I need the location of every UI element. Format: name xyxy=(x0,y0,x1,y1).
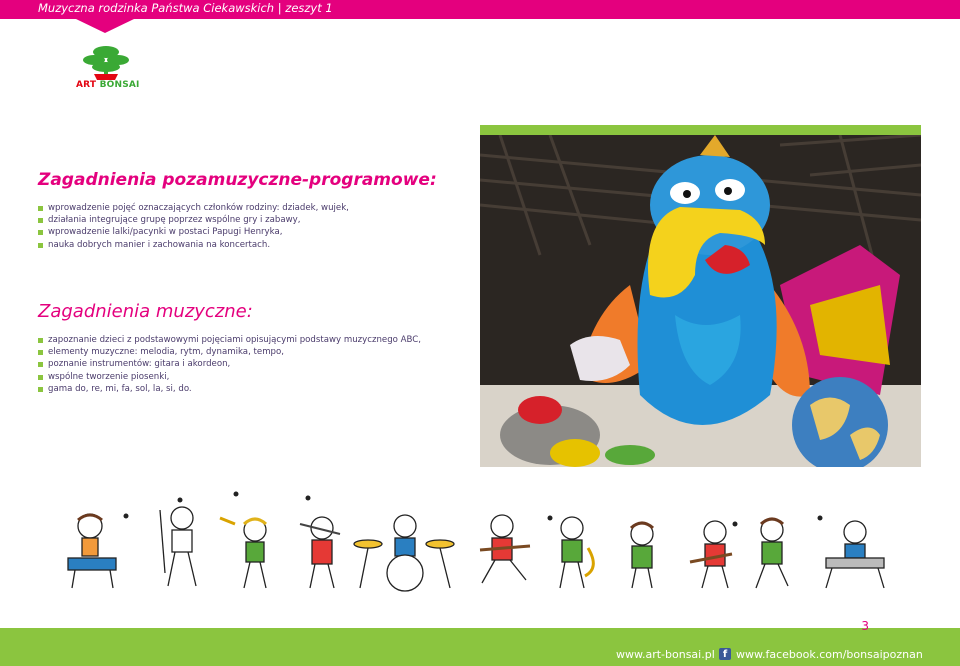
facebook-link[interactable]: www.facebook.com/bonsaipoznan xyxy=(736,648,923,661)
list-item: wprowadzenie pojęć oznaczających członków rodziny: dziadek, wujek, xyxy=(38,202,349,214)
publication-title: Muzyczna rodzinka Państwa Ciekawskich | zeszyt 1 xyxy=(38,1,333,15)
header-tab xyxy=(76,19,134,33)
header-bar xyxy=(0,0,960,19)
musician-kids-illustration xyxy=(60,488,890,598)
section1-list xyxy=(38,202,349,251)
section2-list xyxy=(38,334,421,395)
list-item: wprowadzenie lalki/pacynki w postaci Papugi Henryka, xyxy=(38,226,349,238)
list-item: działania integrujące grupę poprzez wspólne gry i zabawy, xyxy=(38,214,349,226)
list-item: nauka dobrych manier i zachowania na koncertach. xyxy=(38,239,349,251)
website-link[interactable]: www.art-bonsai.pl xyxy=(616,648,715,661)
list-item: gama do, re, mi, fa, sol, la, si, do. xyxy=(38,383,421,395)
facebook-icon: f xyxy=(719,648,731,660)
section1-heading: Zagadnienia pozamuzyczne-programowe: xyxy=(38,170,437,190)
list-item: poznanie instrumentów: gitara i akordeon, xyxy=(38,358,421,370)
parrot-puppet-photo xyxy=(480,135,921,467)
section2-heading: Zagadnienia muzyczne: xyxy=(38,301,253,322)
list-item: elementy muzyczne: melodia, rytm, dynamika, tempo, xyxy=(38,346,421,358)
page-number: 3 xyxy=(861,619,869,633)
logo-wordmark: ART BONSAI xyxy=(76,80,140,90)
list-item: zapoznanie dzieci z podstawowymi pojęciami opisującymi podstawy muzycznego ABC, xyxy=(38,334,421,346)
list-item: wspólne tworzenie piosenki, xyxy=(38,371,421,383)
